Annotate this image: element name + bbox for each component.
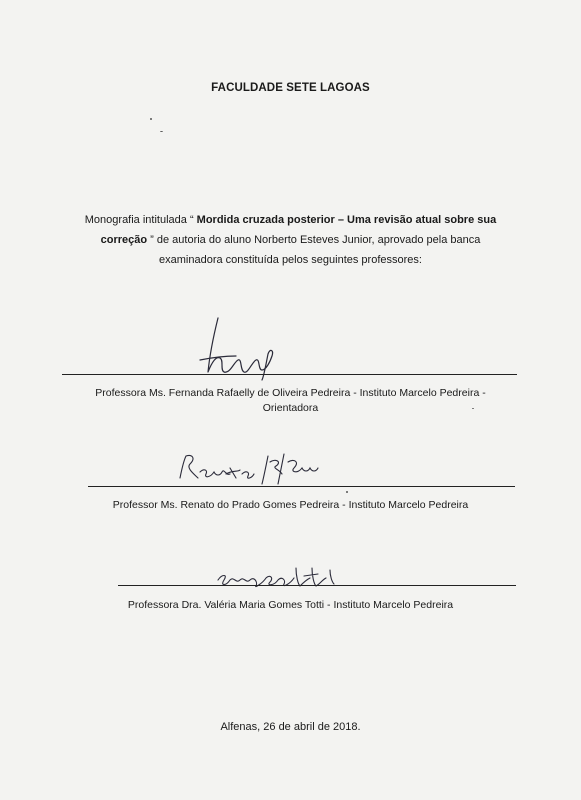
examiner-2-caption: Professor Ms. Renato do Prado Gomes Pedreira - Instituto Marcelo Pedreira	[112, 499, 469, 511]
signature-line-3	[118, 585, 516, 586]
approval-statement	[70, 210, 511, 270]
institution-name: FACULDADE SETE LAGOAS	[211, 82, 370, 94]
scan-speck	[150, 118, 152, 120]
intro-suffix: ” de autoria do aluno Norberto Esteves Junior, aprovado pela banca examinadora constituída pelos seguintes professores:	[147, 234, 481, 266]
scan-speck	[346, 491, 348, 493]
monograph-title: Mordida cruzada posterior – Uma revisão atual sobre sua correção	[100, 214, 497, 246]
intro-prefix: Monografia intitulada “	[84, 214, 197, 226]
signature-1	[190, 312, 290, 382]
signature-line-1	[62, 374, 517, 375]
examiner-3-caption: Professora Dra. Valéria Maria Gomes Totti - Instituto Marcelo Pedreira	[127, 599, 454, 611]
examiner-1-caption: Professora Ms. Fernanda Rafaelly de Oliveira Pedreira - Instituto Marcelo Pedreira - Orientadora	[95, 387, 486, 414]
document-date: Alfenas, 26 de abril de 2018.	[220, 721, 361, 733]
signature-3	[212, 562, 352, 592]
scan-speck	[160, 131, 163, 132]
signature-2	[176, 448, 326, 488]
signature-line-2	[88, 486, 515, 487]
